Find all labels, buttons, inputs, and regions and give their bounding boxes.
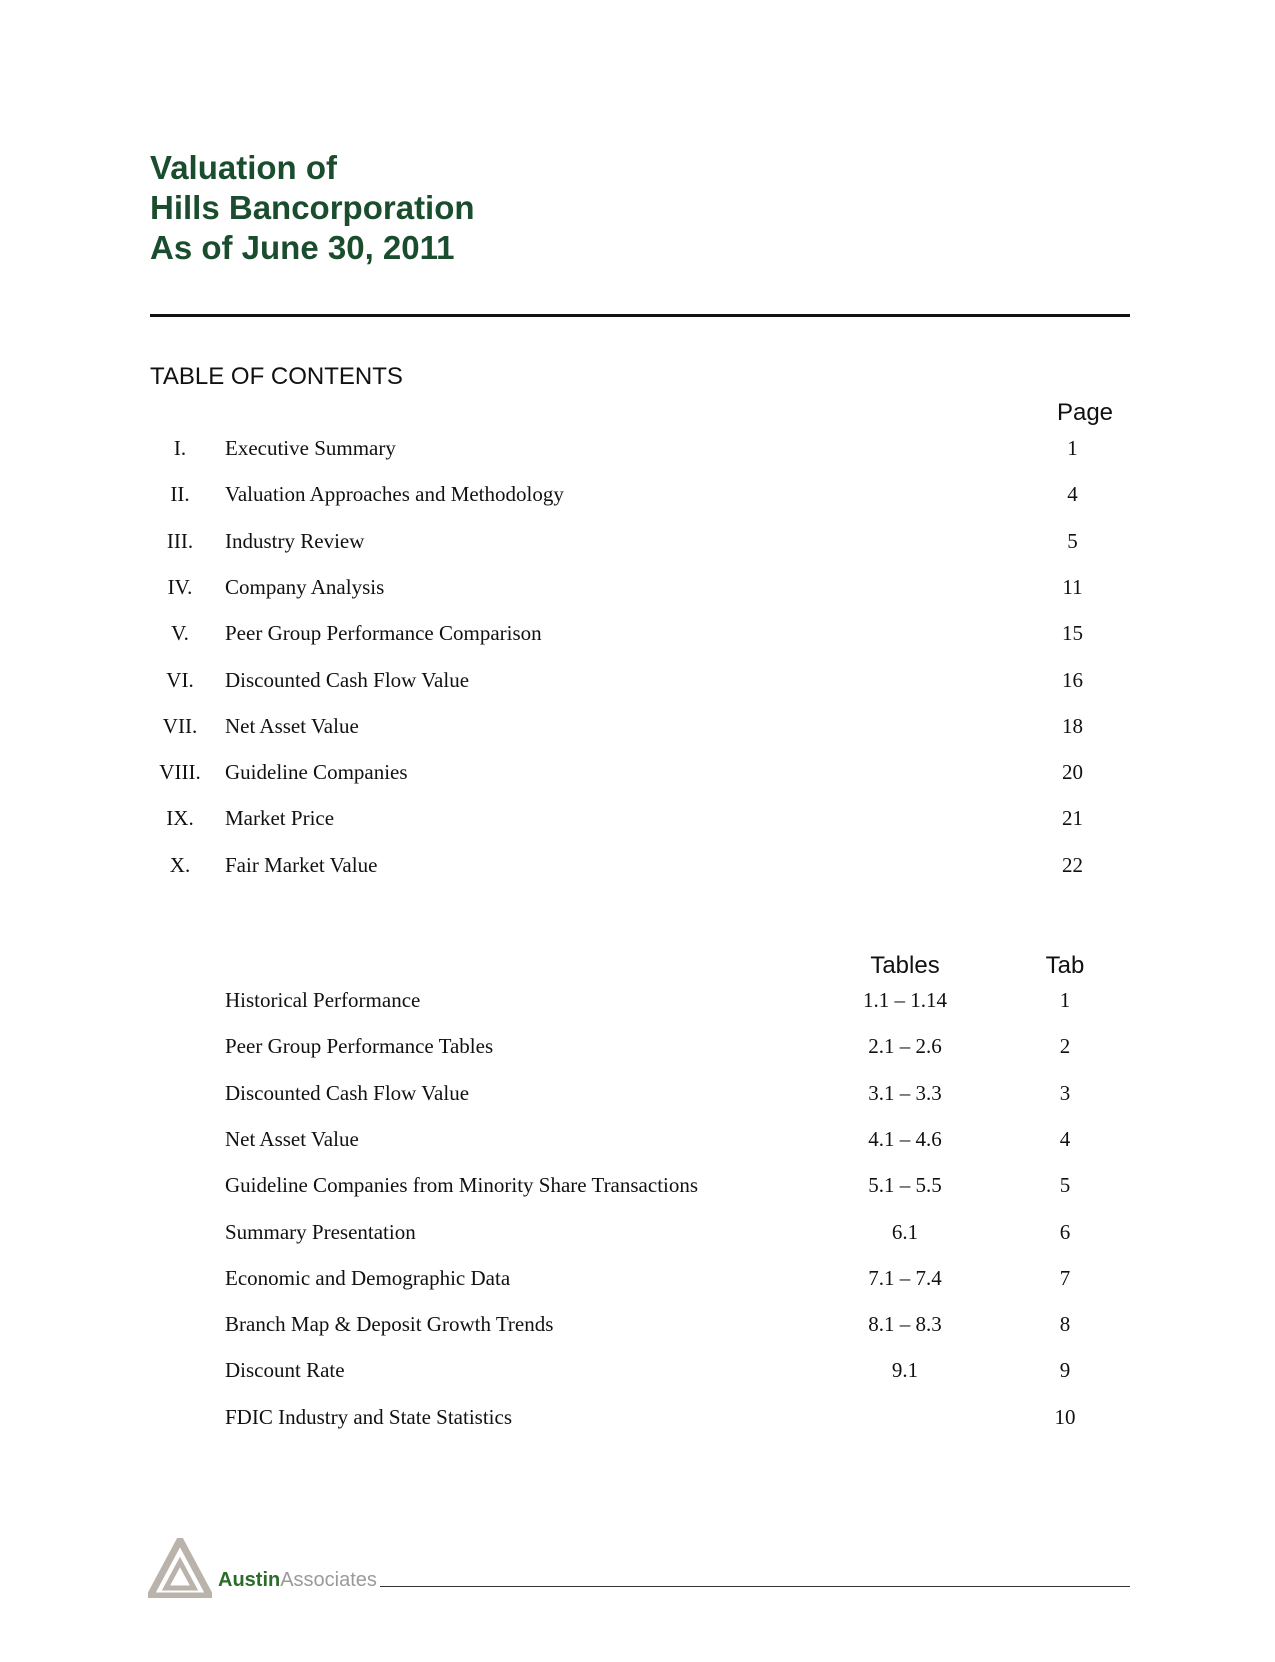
appendix-row: [0, 1031, 1275, 1077]
appendix-title: Guideline Companies from Minority Share Transactions: [225, 1173, 699, 1198]
section-title: Discounted Cash Flow Value: [225, 667, 470, 692]
title-line-1: Valuation of: [150, 149, 338, 186]
section-number: VI.: [166, 667, 194, 692]
toc-heading: TABLE OF CONTENTS: [150, 363, 403, 390]
section-number: VII.: [162, 713, 198, 738]
section-number: VIII.: [159, 760, 201, 785]
appendix-title: Summary Presentation: [225, 1219, 416, 1244]
toc-row: [0, 572, 1275, 618]
appendix-tab: 8: [1059, 1312, 1071, 1337]
appendix-tab: 7: [1059, 1265, 1071, 1290]
title-divider: [150, 314, 1130, 317]
section-title: Company Analysis: [225, 574, 385, 599]
appendix-tables: 2.1 – 2.6: [868, 1034, 942, 1059]
section-title: Industry Review: [225, 528, 365, 553]
appendix-tab: 5: [1059, 1173, 1071, 1198]
title-line-3: As of June 30, 2011: [150, 229, 455, 266]
appendix-row: [0, 1217, 1275, 1263]
appendix-title: FDIC Industry and State Statistics: [225, 1404, 512, 1429]
toc-row: [0, 803, 1275, 849]
appendix-tables: 6.1: [891, 1219, 919, 1244]
brand-light: Associates: [280, 1569, 377, 1591]
toc-row: [0, 850, 1275, 896]
tab-column-header: Tab: [1045, 952, 1085, 979]
appendix-row: [0, 1170, 1275, 1216]
section-page: 1: [1067, 436, 1078, 460]
section-title: Guideline Companies: [225, 760, 408, 785]
appendix-tables: 7.1 – 7.4: [868, 1265, 942, 1290]
appendix-tab: 10: [1054, 1404, 1076, 1429]
appendix-title: Economic and Demographic Data: [225, 1265, 511, 1290]
appendix-row: [0, 1309, 1275, 1355]
section-page: 4: [1067, 482, 1078, 507]
section-page: 20: [1062, 760, 1083, 785]
appendix-tab: 4: [1059, 1126, 1071, 1151]
appendix-tables: 1.1 – 1.14: [863, 988, 947, 1012]
section-title: Market Price: [225, 806, 335, 831]
appendix-tab: 3: [1059, 1080, 1071, 1105]
section-title: Executive Summary: [225, 436, 396, 460]
tables-column-header: Tables: [870, 952, 940, 979]
page-column-header: Page: [1056, 399, 1114, 426]
appendix-row: [0, 985, 1275, 1031]
section-title: Peer Group Performance Comparison: [225, 621, 542, 646]
appendix-tab: 2: [1059, 1034, 1071, 1059]
appendix-tables: 5.1 – 5.5: [868, 1173, 942, 1198]
section-number: V.: [171, 621, 189, 646]
toc-row: [0, 618, 1275, 664]
appendix-tab: 9: [1059, 1358, 1071, 1383]
section-page: 5: [1067, 528, 1078, 553]
section-title: Valuation Approaches and Methodology: [225, 482, 564, 507]
appendix-row: [0, 1124, 1275, 1170]
toc-row: [0, 526, 1275, 572]
section-page: 22: [1062, 852, 1083, 877]
toc-row: [0, 757, 1275, 803]
section-page: 21: [1062, 806, 1083, 831]
toc-row: [0, 711, 1275, 757]
appendix-row: [0, 1078, 1275, 1124]
appendix-row: [0, 1402, 1275, 1448]
footer-divider: [380, 1586, 1130, 1587]
section-page: 15: [1062, 621, 1083, 646]
toc-row: [0, 433, 1275, 479]
appendix-tables: 8.1 – 8.3: [868, 1312, 942, 1337]
appendix-title: Discount Rate: [225, 1358, 345, 1383]
appendix-title: Peer Group Performance Tables: [225, 1034, 494, 1059]
appendix-row: [0, 1355, 1275, 1401]
section-number: IV.: [167, 574, 193, 599]
appendix-title: Net Asset Value: [225, 1126, 359, 1151]
appendix-tab: 1: [1059, 988, 1071, 1012]
brand-bold: Austin: [218, 1569, 281, 1591]
appendix-tables: 4.1 – 4.6: [868, 1126, 942, 1151]
section-page: 18: [1062, 713, 1083, 738]
appendix-title: Discounted Cash Flow Value: [225, 1080, 470, 1105]
section-title: Fair Market Value: [225, 852, 378, 877]
section-number: I.: [173, 436, 187, 460]
appendix-tables: 3.1 – 3.3: [868, 1080, 942, 1105]
title-line-2: Hills Bancorporation: [150, 189, 475, 226]
section-page: 11: [1062, 574, 1083, 599]
section-number: II.: [170, 482, 190, 507]
section-number: IX.: [166, 806, 194, 831]
appendix-tab: 6: [1059, 1219, 1071, 1244]
appendix-title: Branch Map & Deposit Growth Trends: [225, 1312, 554, 1337]
section-page: 16: [1062, 667, 1083, 692]
toc-row: [0, 479, 1275, 525]
section-title: Net Asset Value: [225, 713, 359, 738]
appendix-title: Historical Performance: [225, 988, 421, 1012]
document-title: [150, 148, 475, 268]
appendix-row: [0, 1263, 1275, 1309]
footer-brand: [218, 1568, 377, 1592]
section-number: X.: [169, 852, 191, 877]
toc-row: [0, 665, 1275, 711]
section-number: III.: [166, 528, 194, 553]
triangle-logo-icon: [148, 1538, 212, 1598]
appendix-tables: 9.1: [891, 1358, 919, 1383]
